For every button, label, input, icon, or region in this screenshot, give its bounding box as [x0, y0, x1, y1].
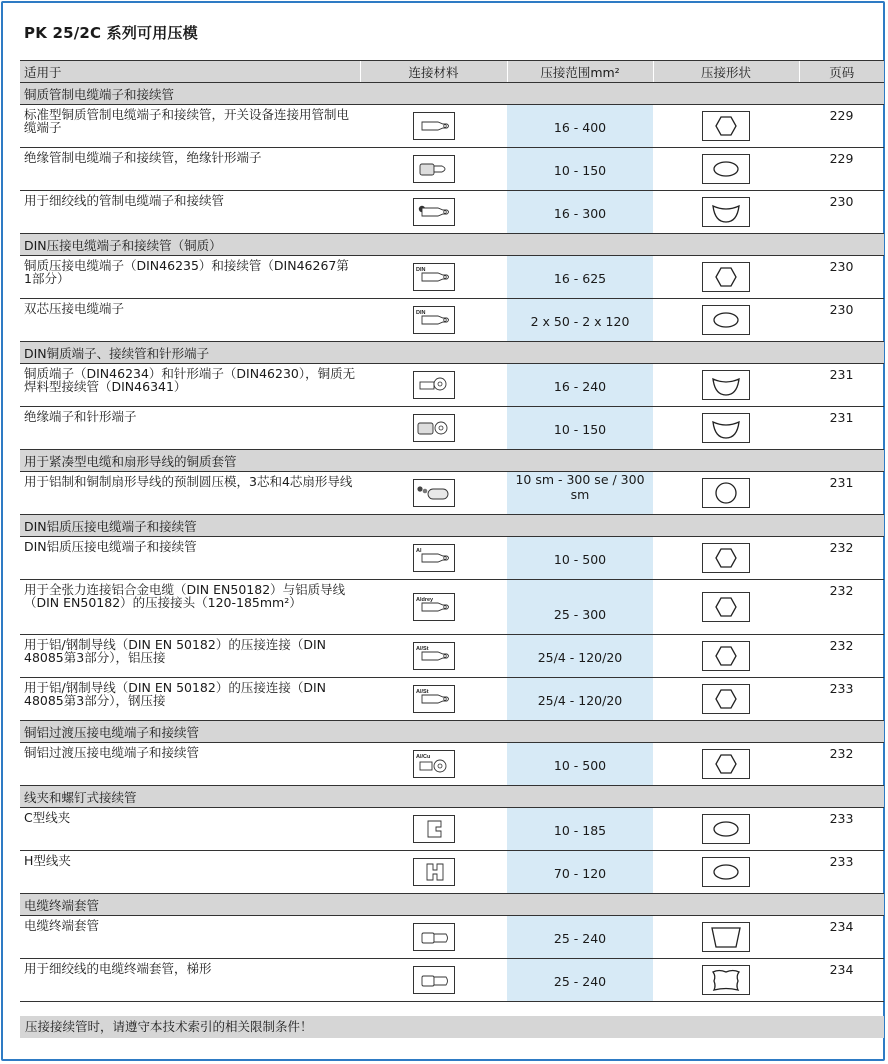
row-crimp-shape	[653, 472, 799, 515]
row-crimp-range: 16 - 625	[507, 256, 653, 299]
table-row	[20, 407, 884, 450]
row-crimp-shape	[653, 364, 799, 407]
row-material	[360, 743, 507, 786]
row-application: 绝缘端子和针形端子	[20, 407, 360, 450]
hexagon-shape-icon	[702, 592, 750, 622]
hexagon-shape-icon	[702, 641, 750, 671]
table-row	[20, 191, 884, 234]
table-row	[20, 635, 884, 678]
section-header	[20, 83, 884, 105]
section-title: 用于紧凑型电缆和扇形导线的铜质套管	[20, 450, 884, 472]
page-title: PK 25/2C 系列可用压模	[24, 24, 198, 42]
row-page: 232	[799, 743, 884, 786]
table-row	[20, 580, 884, 635]
hexagon-shape-icon	[702, 684, 750, 714]
svg-text:DIN: DIN	[415, 267, 425, 273]
row-application: C型线夹	[20, 808, 360, 851]
row-page: 230	[799, 191, 884, 234]
table-header	[20, 61, 884, 83]
hexagon-shape-icon	[702, 111, 750, 141]
row-material	[360, 105, 507, 148]
row-crimp-range: 10 - 185	[507, 808, 653, 851]
row-crimp-range: 10 - 500	[507, 743, 653, 786]
row-material	[360, 407, 507, 450]
table-row	[20, 148, 884, 191]
row-application: 用于铝/钢制导线（DIN EN 50182）的压接连接（DIN 48085第3部分），铝压接	[20, 635, 360, 678]
section-header	[20, 786, 884, 808]
row-crimp-range: 2 x 50 - 2 x 120	[507, 299, 653, 342]
row-material	[360, 808, 507, 851]
tube-lug-icon	[413, 112, 455, 140]
oval-shape-icon	[702, 154, 750, 184]
svg-text:Al/St: Al/St	[415, 689, 429, 695]
table-row	[20, 959, 884, 1002]
row-page: 233	[799, 678, 884, 721]
row-page: 229	[799, 105, 884, 148]
table-row	[20, 105, 884, 148]
din-lug-icon	[413, 263, 455, 291]
row-application: DIN铝质压接电缆端子和接续管	[20, 537, 360, 580]
insulated-ring-terminal-icon	[413, 414, 455, 442]
row-crimp-range: 16 - 300	[507, 191, 653, 234]
row-page: 234	[799, 916, 884, 959]
row-crimp-range: 70 - 120	[507, 851, 653, 894]
row-application: 铜铝过渡压接电缆端子和接续管	[20, 743, 360, 786]
row-crimp-shape	[653, 678, 799, 721]
die-table	[20, 60, 884, 1002]
row-application: 用于细绞线的电缆终端套管，梯形	[20, 959, 360, 1002]
row-page: 232	[799, 635, 884, 678]
header-material: 连接材料	[360, 61, 507, 83]
alst-lug-icon	[413, 685, 455, 713]
row-application: 铜质端子（DIN46234）和针形端子（DIN46230），铜质无焊料型接续管（DIN46341）	[20, 364, 360, 407]
row-material	[360, 364, 507, 407]
table-row	[20, 472, 884, 515]
row-page: 233	[799, 808, 884, 851]
row-application: 用于细绞线的管制电缆端子和接续管	[20, 191, 360, 234]
row-application: 双芯压接电缆端子	[20, 299, 360, 342]
row-page: 230	[799, 299, 884, 342]
row-application: 绝缘管制电缆端子和接续管，绝缘针形端子	[20, 148, 360, 191]
aldrey-lug-icon	[413, 593, 455, 621]
section-title: 电缆终端套管	[20, 894, 884, 916]
row-crimp-shape	[653, 959, 799, 1002]
fine-strand-lug-icon	[413, 198, 455, 226]
footnote: 压接接续管时，请遵守本技术索引的相关限制条件！	[20, 1016, 884, 1038]
row-material	[360, 148, 507, 191]
row-crimp-range: 16 - 240	[507, 364, 653, 407]
row-material	[360, 959, 507, 1002]
oval-shape-icon	[702, 305, 750, 335]
row-crimp-range: 25/4 - 120/20	[507, 635, 653, 678]
section-header	[20, 450, 884, 472]
row-crimp-shape	[653, 808, 799, 851]
crescent-shape-icon	[702, 413, 750, 443]
al-lug-icon	[413, 544, 455, 572]
header-range: 压接范围mm²	[507, 61, 653, 83]
row-crimp-range: 10 sm - 300 se / 300 sm	[507, 472, 653, 515]
table-row	[20, 299, 884, 342]
section-header	[20, 894, 884, 916]
end-sleeve-icon	[413, 966, 455, 994]
row-crimp-shape	[653, 256, 799, 299]
section-title: DIN铜质端子、接续管和针形端子	[20, 342, 884, 364]
table-row	[20, 851, 884, 894]
row-crimp-shape	[653, 105, 799, 148]
section-header	[20, 342, 884, 364]
row-crimp-shape	[653, 851, 799, 894]
oval-shape-icon	[702, 814, 750, 844]
section-title: 铜铝过渡压接电缆端子和接续管	[20, 721, 884, 743]
row-page: 230	[799, 256, 884, 299]
row-application: H型线夹	[20, 851, 360, 894]
insulated-lug-icon	[413, 155, 455, 183]
trapezoid-shape-icon	[702, 922, 750, 952]
sleeve-icon	[413, 479, 455, 507]
header-application: 适用于	[20, 61, 360, 83]
row-page: 234	[799, 959, 884, 1002]
row-page: 232	[799, 537, 884, 580]
row-material	[360, 472, 507, 515]
row-material	[360, 256, 507, 299]
row-application: 标准型铜质管制电缆端子和接续管，开关设备连接用管制电缆端子	[20, 105, 360, 148]
din-lug-icon	[413, 306, 455, 334]
row-page: 233	[799, 851, 884, 894]
hexagon-shape-icon	[702, 262, 750, 292]
row-material	[360, 678, 507, 721]
table-row	[20, 537, 884, 580]
section-title: DIN铝质压接电缆端子和接续管	[20, 515, 884, 537]
row-material	[360, 191, 507, 234]
svg-text:Al/Cu: Al/Cu	[415, 754, 430, 760]
section-header	[20, 721, 884, 743]
row-material	[360, 851, 507, 894]
row-crimp-range: 25 - 240	[507, 959, 653, 1002]
row-page: 231	[799, 472, 884, 515]
header-page: 页码	[799, 61, 884, 83]
row-application: 用于全张力连接铝合金电缆（DIN EN50182）与铝质导线（DIN EN50182）的压接接头（120-185mm²）	[20, 580, 360, 635]
alcu-lug-icon	[413, 750, 455, 778]
row-application: 电缆终端套管	[20, 916, 360, 959]
row-material	[360, 580, 507, 635]
row-crimp-shape	[653, 916, 799, 959]
end-sleeve-icon	[413, 923, 455, 951]
row-material	[360, 635, 507, 678]
circle-shape-icon	[702, 478, 750, 508]
table-row	[20, 256, 884, 299]
section-header	[20, 234, 884, 256]
svg-text:DIN: DIN	[415, 310, 425, 316]
section-title: DIN压接电缆端子和接续管（铜质）	[20, 234, 884, 256]
row-crimp-range: 16 - 400	[507, 105, 653, 148]
row-crimp-shape	[653, 407, 799, 450]
ring-terminal-icon	[413, 371, 455, 399]
row-crimp-shape	[653, 191, 799, 234]
row-crimp-shape	[653, 743, 799, 786]
row-crimp-range: 10 - 150	[507, 148, 653, 191]
header-shape: 压接形状	[653, 61, 799, 83]
wavy-trapezoid-shape-icon	[702, 965, 750, 995]
row-crimp-shape	[653, 299, 799, 342]
section-title: 铜质管制电缆端子和接续管	[20, 83, 884, 105]
row-crimp-shape	[653, 580, 799, 635]
row-page: 232	[799, 580, 884, 635]
svg-text:Al: Al	[415, 548, 421, 554]
row-material	[360, 299, 507, 342]
table-row	[20, 364, 884, 407]
row-crimp-range: 25 - 240	[507, 916, 653, 959]
row-page: 231	[799, 407, 884, 450]
h-clamp-icon	[413, 858, 455, 886]
section-title: 线夹和螺钉式接续管	[20, 786, 884, 808]
row-material	[360, 916, 507, 959]
hexagon-shape-icon	[702, 543, 750, 573]
row-crimp-shape	[653, 537, 799, 580]
crescent-shape-icon	[702, 197, 750, 227]
table-row	[20, 808, 884, 851]
row-application: 铜质压接电缆端子（DIN46235）和接续管（DIN46267第1部分）	[20, 256, 360, 299]
row-crimp-shape	[653, 635, 799, 678]
row-crimp-range: 25/4 - 120/20	[507, 678, 653, 721]
c-clamp-icon	[413, 815, 455, 843]
section-header	[20, 515, 884, 537]
row-material	[360, 537, 507, 580]
alst-lug-icon	[413, 642, 455, 670]
oval-shape-icon	[702, 857, 750, 887]
row-crimp-range: 10 - 500	[507, 537, 653, 580]
row-page: 229	[799, 148, 884, 191]
row-crimp-shape	[653, 148, 799, 191]
row-page: 231	[799, 364, 884, 407]
row-crimp-range: 10 - 150	[507, 407, 653, 450]
table-row	[20, 678, 884, 721]
svg-text:Aldrey: Aldrey	[415, 597, 433, 603]
row-crimp-range: 25 - 300	[507, 580, 653, 635]
hexagon-shape-icon	[702, 749, 750, 779]
table-row	[20, 916, 884, 959]
row-application: 用于铝/钢制导线（DIN EN 50182）的压接连接（DIN 48085第3部分），钢压接	[20, 678, 360, 721]
row-application: 用于铝制和铜制扇形导线的预制圆压模，3芯和4芯扇形导线	[20, 472, 360, 515]
table-row	[20, 743, 884, 786]
svg-text:Al/St: Al/St	[415, 646, 429, 652]
crescent-shape-icon	[702, 370, 750, 400]
